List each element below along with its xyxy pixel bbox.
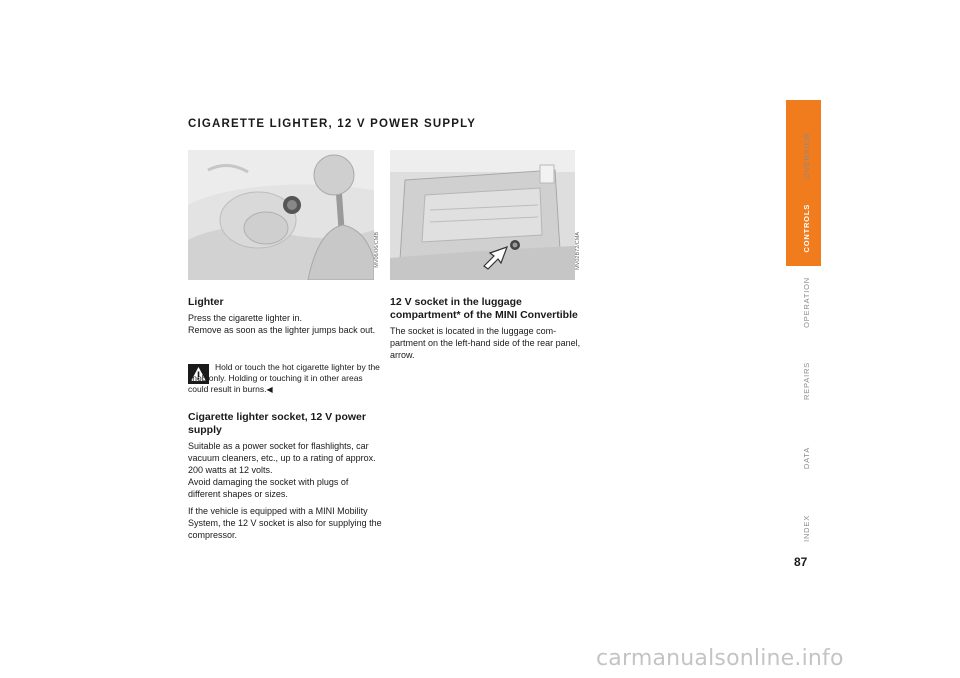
socket-paragraph-2: Avoid damaging the socket with plugs of different shapes or sizes.	[188, 477, 349, 499]
warning-note	[188, 362, 382, 395]
lighter-instruction-1: Press the cigarette lighter in.	[188, 312, 303, 323]
lighter-instruction-2: Remove as soon as the lighter jumps back out.	[188, 324, 376, 335]
nav-index[interactable]: INDEX	[802, 515, 811, 542]
warning-text: Hold or touch the hot cigarette lighter by the knob only. Holding or touching it in other areas could result in burns.	[188, 362, 380, 394]
luggage-paragraph: The socket is located in the luggage com-partment on the left-hand side of the rear panel, arrow.	[390, 326, 581, 360]
lighter-heading: Lighter	[188, 296, 224, 308]
nav-data[interactable]: DATA	[802, 447, 811, 470]
page-number: 87	[794, 555, 808, 569]
luggage-section	[390, 296, 582, 361]
photo-code-right: MV02B72/CMA	[575, 232, 581, 270]
nav-repairs[interactable]: REPAIRS	[802, 362, 811, 400]
socket-paragraph-1: Suitable as a power socket for flashlights, car vacuum cleaners, etc., up to a rating of approx. 200 watts at 12 volts.	[188, 441, 376, 475]
socket-heading: Cigarette lighter socket, 12 V power supply	[188, 411, 366, 436]
nav-controls[interactable]: CONTROLS	[802, 204, 811, 253]
cigarette-lighter-photo	[188, 150, 374, 280]
nav-operation[interactable]: OPERATION	[802, 277, 811, 328]
luggage-heading: 12 V socket in the luggage compartment* of the MINI Convertible	[390, 296, 578, 321]
socket-paragraph-3: If the vehicle is equipped with a MINI Mobility System, the 12 V socket is also for supplying the compressor.	[188, 506, 382, 540]
socket-section	[188, 411, 383, 541]
luggage-compartment-photo	[390, 150, 575, 280]
photo-code-left: MV06/06/CMB	[374, 232, 380, 268]
watermark: carmanualsonline.info	[596, 646, 844, 671]
end-mark-icon: ◀	[266, 385, 273, 394]
section-title: CIGARETTE LIGHTER, 12 V POWER SUPPLY	[188, 118, 477, 130]
nav-overview[interactable]: OVERVIEW	[802, 132, 811, 179]
lighter-section	[188, 296, 383, 336]
